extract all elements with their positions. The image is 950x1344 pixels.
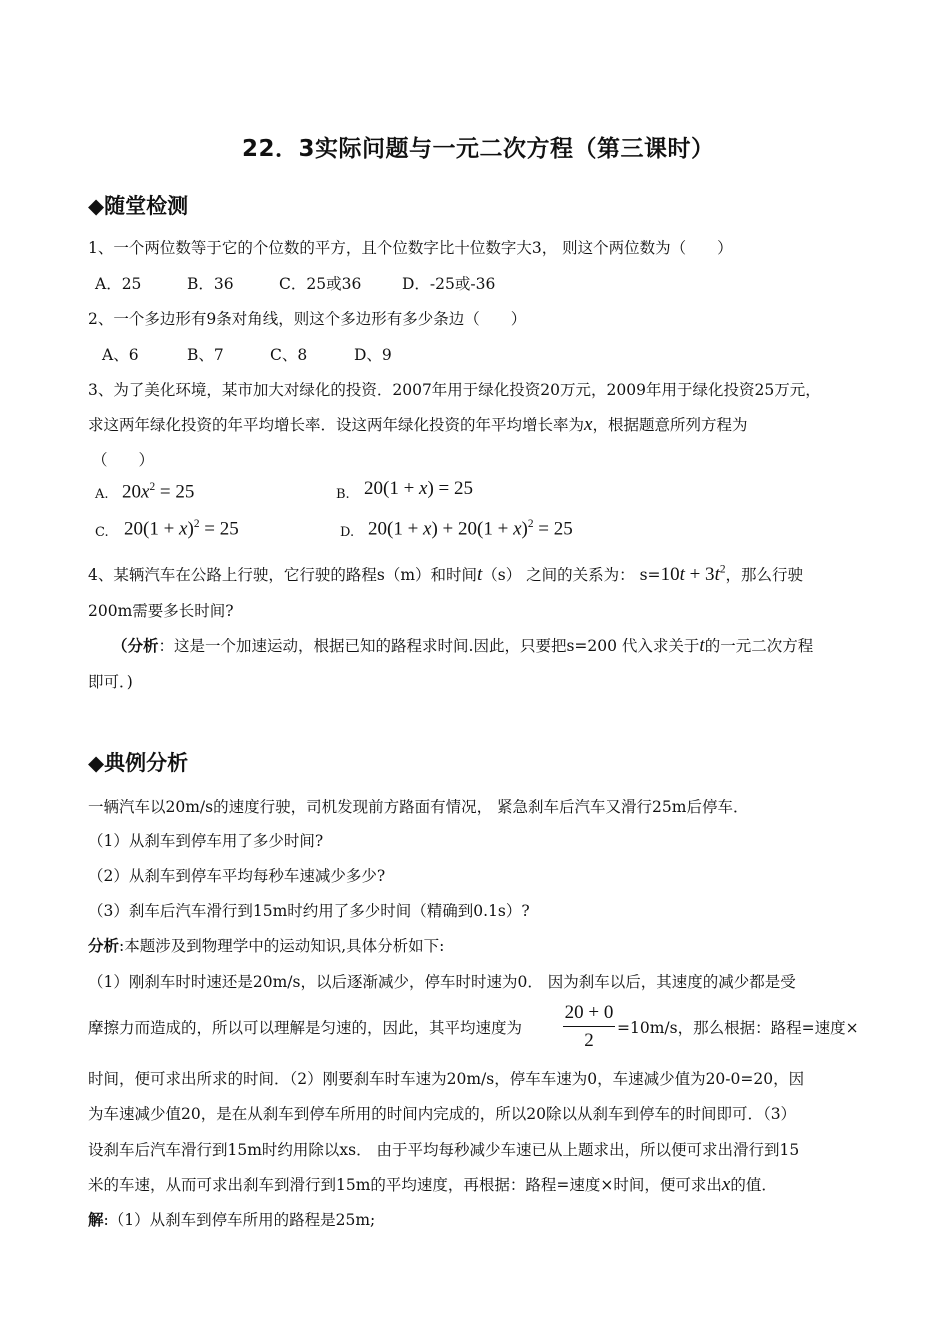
section-heading-example: ◆典例分析 [88, 751, 189, 775]
q1-option-b: B．36 [187, 275, 234, 293]
solution-line-1: 解:（1）从刹车到停车所用的路程是25m; [88, 1211, 376, 1229]
question-4-line-1: 4、某辆汽车在公路上行驶，它行驶的路程s（m）和时间t（s） 之间的关系为： $s=10t + 3t^2$，那么行驶 [88, 563, 804, 585]
fraction-numerator: 20 + 0 [563, 1002, 615, 1027]
q2-option-c: C、8 [270, 346, 308, 364]
q3-option-b-label: B. [336, 487, 350, 502]
example-intro: 一辆汽车以20m/s的速度行驶，司机发现前方路面有情况， 紧急刹车后汽车又滑行25m后停车． [88, 798, 749, 816]
question-3-paren: （ ） [92, 451, 155, 469]
q1-option-a: A．25 [95, 275, 142, 293]
page-title: 22．3实际问题与一元二次方程（第三课时） [242, 136, 715, 162]
example-question-2: （2）从刹车到停车平均每秒车速减少多少? [88, 867, 386, 885]
q3-option-a-label: A. [95, 487, 109, 502]
q1-option-c: C．25或36 [279, 275, 362, 293]
analysis-line-4: 为车速减少值20，是在从刹车到停车所用的时间内完成的，所以20除以从刹车到停车的时间即可．（3） [88, 1105, 797, 1123]
q3-option-b-formula: 20(1 + x) = 25 [364, 478, 474, 499]
q3-option-d-label: D. [340, 525, 355, 540]
analysis-line-1: （1）刚刹车时时速还是20m/s，以后逐渐减少，停车时时速为0． 因为刹车以后，其速度的减少都是受 [88, 973, 796, 991]
question-4-note: （分析：这是一个加速运动，根据已知的路程求时间.因此，只要把s=200 代入求关于t的一元二次方程 [112, 635, 814, 656]
question-2: 2、一个多边形有9条对角线，则这个多边形有多少条边（ ） [88, 310, 527, 328]
q2-option-d: D、9 [354, 346, 392, 364]
q3-option-c-label: C. [95, 525, 109, 540]
analysis-line-2a: 摩擦力而造成的，所以可以理解是匀速的，因此，其平均速度为 [88, 1019, 523, 1037]
q3-option-d-formula: $20(1 + x) + 20(1 + x)^2 = 25$ [368, 518, 573, 540]
fraction-denominator: 2 [584, 1030, 594, 1051]
average-speed-fraction [563, 1002, 615, 1052]
q3-option-a-formula: $20x^2 = 25$ [122, 481, 195, 503]
example-question-3: （3）刹车后汽车滑行到15m时约用了多少时间（精确到0.1s）? [88, 902, 530, 920]
question-3-line-1: 3、为了美化环境，某市加大对绿化的投资．2007年用于绿化投资20万元，2009年用于绿化投资25万元， [88, 381, 821, 399]
q1-option-d: D．-25或-36 [402, 275, 496, 293]
analysis-line-5: 设刹车后汽车滑行到15m时约用除以xs． 由于平均每秒减少车速已从上题求出，所以便可求出滑行到15 [88, 1141, 800, 1159]
section-heading-quiz: ◆随堂检测 [88, 194, 189, 218]
question-4-line-2: 200m需要多长时间? [88, 602, 234, 620]
q2-option-b: B、7 [187, 346, 224, 364]
question-4-note-line-2: 即可．) [88, 673, 133, 691]
question-1: 1、一个两位数等于它的个位数的平方，且个位数字比十位数字大3， 则这个两位数为（ ） [88, 239, 733, 257]
example-question-1: （1）从刹车到停车用了多少时间? [88, 832, 324, 850]
q2-option-a: A、6 [102, 346, 139, 364]
q3-option-c-formula: $20(1 + x)^2 = 25$ [124, 518, 239, 540]
analysis-line-6: 米的车速，从而可求出刹车到滑行到15m的平均速度，再根据：路程=速度×时间，便可求出x的值． [88, 1174, 777, 1195]
question-3-line-2: 求这两年绿化投资的年平均增长率．设这两年绿化投资的年平均增长率为x，根据题意所列方程为 [88, 414, 748, 435]
analysis-header: 分析:本题涉及到物理学中的运动知识,具体分析如下: [88, 937, 445, 955]
analysis-line-3: 时间，便可求出所求的时间．（2）刚要刹车时车速为20m/s，停车车速为0，车速减少值为20-0=20，因 [88, 1070, 805, 1088]
analysis-line-2b: =10m/s，那么根据：路程=速度× [617, 1019, 859, 1037]
